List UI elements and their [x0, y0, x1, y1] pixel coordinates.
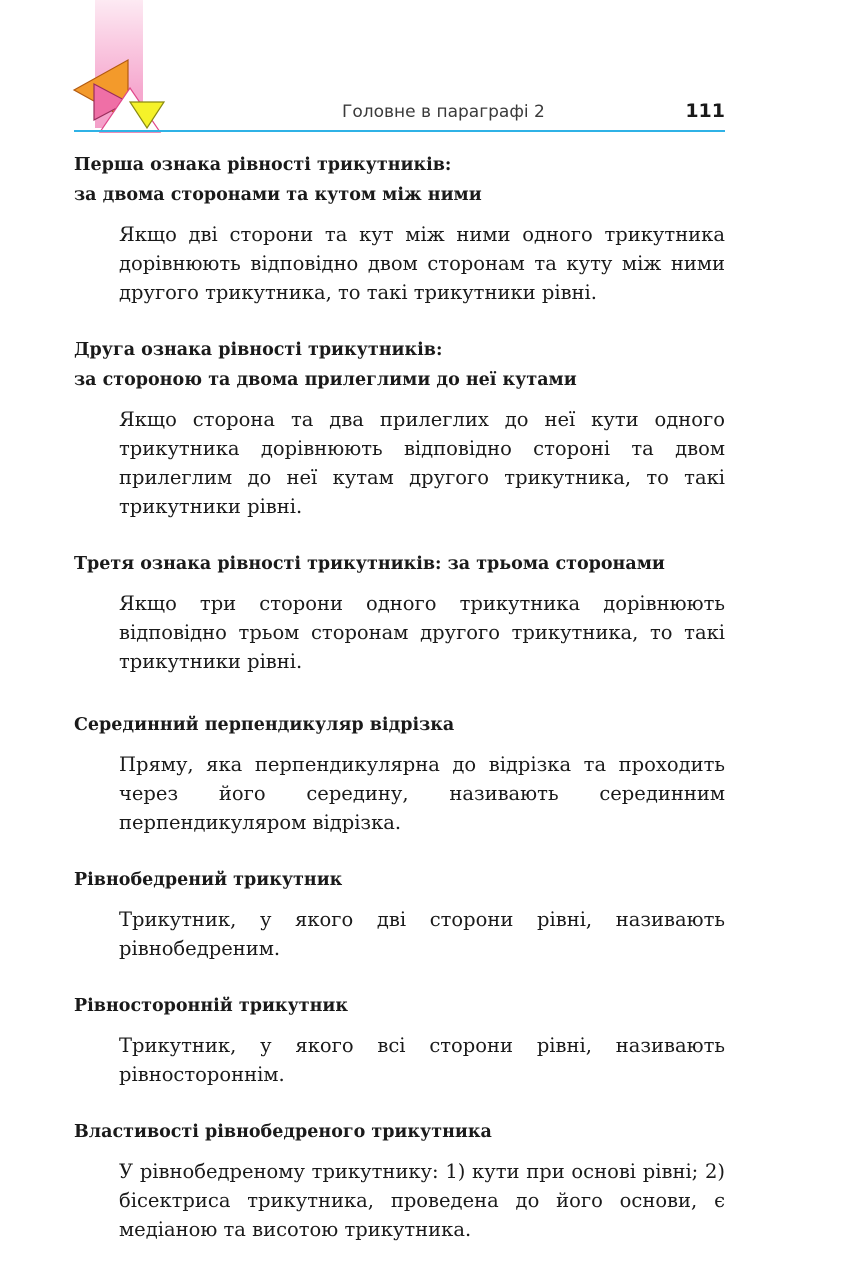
- section-first-congruence-criterion: [74, 150, 725, 307]
- section-body: У рівнобедреному трикутнику: 1) кути при основі рівні; 2) бісектриса трикутника, проведена до його основи, є медіаною та висотою трикутника.: [119, 1160, 725, 1241]
- heading-line: Рівносторонній трикутник: [74, 996, 349, 1016]
- section-body: Трикутник, у якого всі сторони рівні, називають рівностороннім.: [119, 1034, 725, 1086]
- heading-line: Друга ознака рівності трикутників:: [74, 340, 443, 360]
- section-isosceles-properties: [74, 1117, 725, 1244]
- heading-line: за двома сторонами та кутом між ними: [74, 185, 482, 205]
- section-equilateral-triangle: [74, 991, 725, 1089]
- heading-line: Властивості рівнобедреного трикутника: [74, 1122, 492, 1142]
- section-heading: [74, 865, 725, 895]
- section-third-congruence-criterion: [74, 549, 725, 676]
- section-heading: [74, 150, 725, 210]
- section-body: Якщо сторона та два прилеглих до неї кути одного трикутника дорівнюють відповідно стороні та двом прилеглим до неї кутам другого трикутника, то такі трикутники рівні.: [119, 408, 725, 518]
- section-heading: [74, 991, 725, 1021]
- heading-line: Рівнобедрений трикутник: [74, 870, 343, 890]
- summary-content: [74, 150, 725, 1244]
- section-heading: [74, 1117, 725, 1147]
- section-perpendicular-bisector: [74, 710, 725, 837]
- section-heading: [74, 710, 725, 740]
- heading-line: Третя ознака рівності трикутників: за трьома сторонами: [74, 554, 665, 574]
- section-isosceles-triangle: [74, 865, 725, 963]
- section-second-congruence-criterion: [74, 335, 725, 521]
- page-header: [74, 94, 725, 132]
- section-heading: [74, 335, 725, 395]
- section-body: Якщо три сторони одного трикутника дорівнюють відповідно трьом сторонам другого трикутника, то такі трикутники рівні.: [119, 592, 725, 673]
- heading-line: Перша ознака рівності трикутників:: [74, 155, 452, 175]
- section-body: Якщо дві сторони та кут між ними одного трикутника дорівнюють відповідно двом сторонам та куту між ними другого трикутника, то такі трикутники рівні.: [119, 223, 725, 304]
- section-body: Пряму, яка перпендикулярна до відрізка та проходить через його середину, називають серединним перпендикуляром відрізка.: [119, 753, 725, 834]
- heading-line: за стороною та двома прилеглими до неї кутами: [74, 370, 577, 390]
- section-body: Трикутник, у якого дві сторони рівні, називають рівнобедреним.: [119, 908, 725, 960]
- section-heading: [74, 549, 725, 579]
- heading-line: Серединний перпендикуляр відрізка: [74, 715, 455, 735]
- header-title: Головне в параграфі 2: [342, 102, 545, 122]
- page-number: 111: [685, 100, 725, 122]
